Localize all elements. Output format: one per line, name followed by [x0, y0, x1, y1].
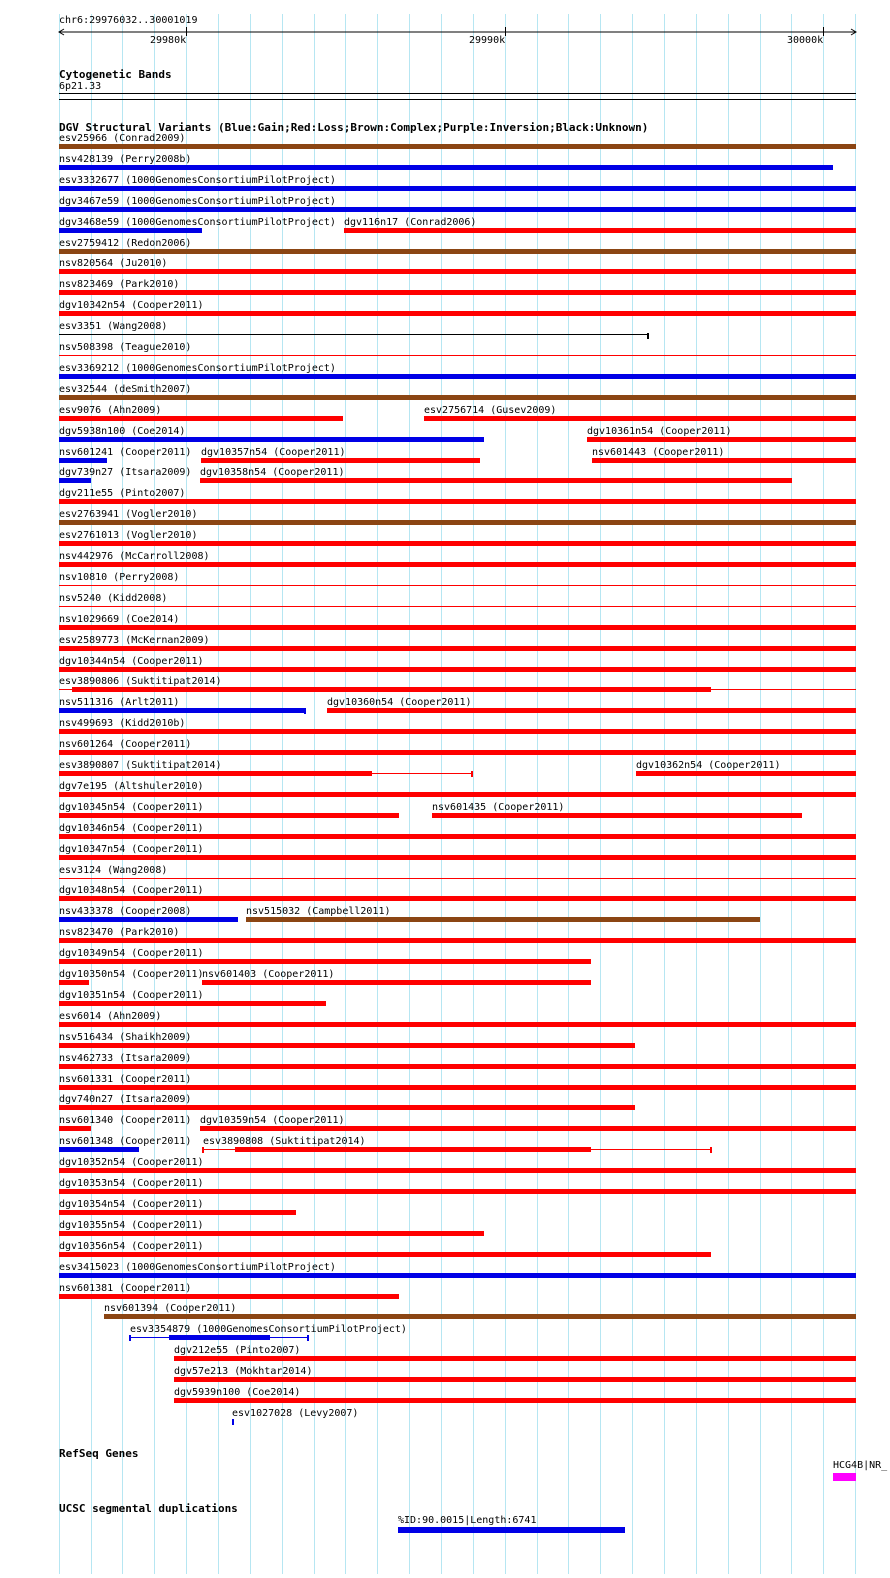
- variant-bar[interactable]: [59, 269, 856, 274]
- variant-bar[interactable]: [59, 1168, 856, 1173]
- variant-bar[interactable]: [59, 1126, 91, 1131]
- variant-label[interactable]: dgv10352n54 (Cooper2011): [59, 1157, 204, 1168]
- variant-label[interactable]: dgv10350n54 (Cooper2011): [59, 969, 204, 980]
- variant-line[interactable]: [59, 355, 856, 356]
- variant-label[interactable]: nsv601443 (Cooper2011): [592, 447, 725, 458]
- variant-bar[interactable]: [59, 813, 399, 818]
- variant-bar[interactable]: [104, 1314, 856, 1319]
- variant-bar[interactable]: [59, 1064, 856, 1069]
- variant-label[interactable]: esv3369212 (1000GenomesConsortiumPilotProject): [59, 363, 336, 374]
- ruler-tick-label: 29980k: [150, 35, 187, 46]
- variant-bar[interactable]: [59, 1043, 635, 1048]
- variant-end-cap: [647, 333, 649, 339]
- variant-label[interactable]: dgv10345n54 (Cooper2011): [59, 802, 204, 813]
- variant-label[interactable]: esv25966 (Conrad2009): [59, 133, 186, 144]
- refseq-gene-label[interactable]: HCG4B|NR_: [833, 1460, 888, 1471]
- variant-bar[interactable]: [59, 499, 856, 504]
- variant-label[interactable]: nsv511316 (Arlt2011): [59, 697, 180, 708]
- variant-label[interactable]: dgv10346n54 (Cooper2011): [59, 823, 204, 834]
- variant-label[interactable]: dgv5939n100 (Coe2014): [174, 1387, 301, 1398]
- variant-label[interactable]: esv2589773 (McKernan2009): [59, 635, 210, 646]
- variant-label[interactable]: dgv57e213 (Mokhtar2014): [174, 1366, 313, 1377]
- variant-line[interactable]: [59, 878, 856, 879]
- variant-label[interactable]: dgv10348n54 (Cooper2011): [59, 885, 204, 896]
- ruler-tick: [823, 27, 824, 36]
- variant-end-cap: [471, 771, 473, 777]
- variant-label[interactable]: dgv10356n54 (Cooper2011): [59, 1241, 204, 1252]
- ruler-tick: [505, 27, 506, 36]
- variant-bar[interactable]: [169, 1335, 270, 1340]
- variant-label[interactable]: dgv10360n54 (Cooper2011): [327, 697, 472, 708]
- variant-bar[interactable]: [59, 834, 856, 839]
- segdup-feature-label[interactable]: %ID:90.0015|Length:6741: [398, 1515, 537, 1526]
- variant-bar[interactable]: [59, 646, 856, 651]
- variant-label[interactable]: dgv10359n54 (Cooper2011): [200, 1115, 345, 1126]
- variant-end-cap: [129, 1335, 131, 1341]
- variant-label[interactable]: nsv433378 (Cooper2008): [59, 906, 192, 917]
- variant-label[interactable]: dgv211e55 (Pinto2007): [59, 488, 186, 499]
- variant-label[interactable]: esv2763941 (Vogler2010): [59, 509, 198, 520]
- variant-label[interactable]: nsv601381 (Cooper2011): [59, 1283, 192, 1294]
- variant-bar[interactable]: [72, 687, 711, 692]
- variant-bar[interactable]: [59, 917, 238, 922]
- variant-bar[interactable]: [200, 478, 792, 483]
- variant-bar[interactable]: [59, 959, 591, 964]
- variant-label[interactable]: dgv10349n54 (Cooper2011): [59, 948, 204, 959]
- variant-label[interactable]: nsv462733 (Itsara2009): [59, 1053, 192, 1064]
- variant-label[interactable]: esv3890806 (Suktitipat2014): [59, 676, 222, 687]
- variant-label[interactable]: esv3890807 (Suktitipat2014): [59, 760, 222, 771]
- variant-line[interactable]: [59, 585, 856, 586]
- variant-bar[interactable]: [232, 1419, 234, 1425]
- variant-bar[interactable]: [174, 1377, 856, 1382]
- segdup-track-title: UCSC segmental duplications: [59, 1502, 238, 1515]
- variant-label[interactable]: nsv516434 (Shaikh2009): [59, 1032, 192, 1043]
- variant-bar[interactable]: [59, 1210, 296, 1215]
- variant-label[interactable]: nsv499693 (Kidd2010b): [59, 718, 186, 729]
- variant-label[interactable]: esv3124 (Wang2008): [59, 865, 168, 876]
- refseq-track-title: RefSeq Genes: [59, 1447, 139, 1460]
- variant-label[interactable]: dgv10357n54 (Cooper2011): [201, 447, 346, 458]
- variant-label[interactable]: esv32544 (deSmith2007): [59, 384, 192, 395]
- variant-bar[interactable]: [59, 667, 856, 672]
- variant-bar[interactable]: [59, 771, 372, 776]
- variant-bar[interactable]: [59, 186, 856, 191]
- ruler-tick-label: 29990k: [469, 35, 506, 46]
- variant-label[interactable]: dgv116n17 (Conrad2006): [344, 217, 477, 228]
- variant-end-cap: [307, 1335, 309, 1341]
- variant-bar[interactable]: [59, 1273, 856, 1278]
- variant-label[interactable]: dgv10342n54 (Cooper2011): [59, 300, 204, 311]
- variant-bar[interactable]: [59, 416, 343, 421]
- variant-label[interactable]: esv6014 (Ahn2009): [59, 1011, 162, 1022]
- variant-bar[interactable]: [59, 896, 856, 901]
- variant-label[interactable]: esv3351 (Wang2008): [59, 321, 168, 332]
- variant-label[interactable]: nsv515032 (Campbell2011): [246, 906, 391, 917]
- variant-label[interactable]: nsv601394 (Cooper2011): [104, 1303, 237, 1314]
- cytoband-line-top: [59, 93, 856, 94]
- variant-label[interactable]: nsv601331 (Cooper2011): [59, 1074, 192, 1085]
- variant-label[interactable]: esv3354879 (1000GenomesConsortiumPilotProject): [130, 1324, 407, 1335]
- variant-label[interactable]: esv2761013 (Vogler2010): [59, 530, 198, 541]
- variant-bar[interactable]: [200, 1126, 856, 1131]
- variant-label[interactable]: dgv10355n54 (Cooper2011): [59, 1220, 204, 1231]
- cytoband-title: Cytogenetic Bands: [59, 68, 172, 81]
- variant-bar[interactable]: [59, 708, 305, 713]
- variant-label[interactable]: nsv601403 (Cooper2011): [202, 969, 335, 980]
- variant-bar[interactable]: [59, 207, 856, 212]
- variant-bar[interactable]: [201, 458, 480, 463]
- variant-bar[interactable]: [432, 813, 802, 818]
- variant-label[interactable]: esv3890808 (Suktitipat2014): [203, 1136, 366, 1147]
- variant-bar[interactable]: [59, 1189, 856, 1194]
- variant-label[interactable]: esv2756714 (Gusev2009): [424, 405, 557, 416]
- variant-bar[interactable]: [59, 1001, 326, 1006]
- variant-bar[interactable]: [59, 562, 856, 567]
- ruler-tick: [186, 27, 187, 36]
- variant-label[interactable]: nsv601435 (Cooper2011): [432, 802, 565, 813]
- variant-bar[interactable]: [592, 458, 856, 463]
- variant-label[interactable]: nsv601348 (Cooper2011): [59, 1136, 192, 1147]
- variant-label[interactable]: dgv10353n54 (Cooper2011): [59, 1178, 204, 1189]
- variant-label[interactable]: nsv820564 (Ju2010): [59, 258, 168, 269]
- variant-label[interactable]: nsv5240 (Kidd2008): [59, 593, 168, 604]
- variant-line[interactable]: [59, 334, 648, 335]
- variant-bar[interactable]: [59, 395, 856, 400]
- variant-bar[interactable]: [587, 437, 856, 442]
- variant-label[interactable]: dgv3468e59 (1000GenomesConsortiumPilotProject): [59, 217, 336, 228]
- variant-bar[interactable]: [202, 980, 591, 985]
- variant-label[interactable]: dgv739n27 (Itsara2009): [59, 467, 192, 478]
- variant-bar[interactable]: [59, 1252, 711, 1257]
- variant-bar[interactable]: [174, 1356, 856, 1361]
- variant-end-cap: [304, 708, 306, 714]
- variant-label[interactable]: esv3415023 (1000GenomesConsortiumPilotProject): [59, 1262, 336, 1273]
- variant-label[interactable]: dgv10354n54 (Cooper2011): [59, 1199, 204, 1210]
- dgv-track-title: DGV Structural Variants (Blue:Gain;Red:Loss;Brown:Complex;Purple:Inversion;Black:Unknown): [59, 121, 649, 134]
- variant-bar[interactable]: [59, 1231, 484, 1236]
- variant-bar[interactable]: [59, 855, 856, 860]
- ruler-range-label: chr6:29976032..30001019: [59, 15, 198, 26]
- variant-label[interactable]: dgv10361n54 (Cooper2011): [587, 426, 732, 437]
- variant-label[interactable]: esv1027028 (Levy2007): [232, 1408, 359, 1419]
- variant-label[interactable]: dgv10347n54 (Cooper2011): [59, 844, 204, 855]
- variant-label[interactable]: nsv508398 (Teague2010): [59, 342, 192, 353]
- variant-bar[interactable]: [59, 290, 856, 295]
- variant-label[interactable]: dgv10344n54 (Cooper2011): [59, 656, 204, 667]
- variant-bar[interactable]: [59, 792, 856, 797]
- variant-bar[interactable]: [59, 980, 89, 985]
- variant-bar[interactable]: [59, 249, 856, 254]
- variant-line[interactable]: [59, 606, 856, 607]
- variant-line[interactable]: [372, 773, 472, 774]
- variant-bar[interactable]: [59, 458, 107, 463]
- variant-label[interactable]: nsv428139 (Perry2008b): [59, 154, 192, 165]
- variant-bar[interactable]: [59, 520, 856, 525]
- variant-label[interactable]: nsv1029669 (Coe2014): [59, 614, 180, 625]
- variant-bar[interactable]: [59, 1022, 856, 1027]
- variant-end-cap: [710, 1147, 712, 1153]
- variant-label[interactable]: nsv442976 (McCarroll2008): [59, 551, 210, 562]
- variant-end-cap: [202, 1147, 204, 1153]
- variant-label[interactable]: esv3332677 (1000GenomesConsortiumPilotProject): [59, 175, 336, 186]
- variant-bar[interactable]: [59, 144, 856, 149]
- variant-label[interactable]: nsv823470 (Park2010): [59, 927, 180, 938]
- variant-bar[interactable]: [327, 708, 856, 713]
- variant-label[interactable]: dgv3467e59 (1000GenomesConsortiumPilotProject): [59, 196, 336, 207]
- variant-bar[interactable]: [59, 541, 856, 546]
- variant-label[interactable]: dgv10362n54 (Cooper2011): [636, 760, 781, 771]
- variant-bar[interactable]: [59, 750, 856, 755]
- variant-bar[interactable]: [59, 1294, 399, 1299]
- variant-bar[interactable]: [59, 437, 484, 442]
- variant-label[interactable]: dgv740n27 (Itsara2009): [59, 1094, 192, 1105]
- variant-label[interactable]: dgv212e55 (Pinto2007): [174, 1345, 301, 1356]
- variant-bar[interactable]: [174, 1398, 856, 1403]
- variant-bar[interactable]: [59, 1147, 139, 1152]
- cytoband-label: 6p21.33: [59, 81, 102, 92]
- variant-bar[interactable]: [59, 165, 833, 170]
- cytoband-line-bottom: [59, 99, 856, 100]
- variant-label[interactable]: nsv823469 (Park2010): [59, 279, 180, 290]
- variant-bar[interactable]: [235, 1147, 591, 1152]
- variant-label[interactable]: dgv7e195 (Altshuler2010): [59, 781, 204, 792]
- variant-label[interactable]: dgv5938n100 (Coe2014): [59, 426, 186, 437]
- variant-bar[interactable]: [59, 729, 856, 734]
- variant-bar[interactable]: [344, 228, 856, 233]
- variant-label[interactable]: esv9076 (Ahn2009): [59, 405, 162, 416]
- variant-label[interactable]: nsv601340 (Cooper2011): [59, 1115, 192, 1126]
- variant-bar[interactable]: [59, 374, 856, 379]
- variant-label[interactable]: dgv10351n54 (Cooper2011): [59, 990, 204, 1001]
- variant-bar[interactable]: [59, 1105, 635, 1110]
- variant-bar[interactable]: [59, 311, 856, 316]
- variant-bar[interactable]: [424, 416, 856, 421]
- variant-label[interactable]: nsv601264 (Cooper2011): [59, 739, 192, 750]
- variant-bar[interactable]: [246, 917, 760, 922]
- variant-label[interactable]: nsv601241 (Cooper2011): [59, 447, 192, 458]
- variant-label[interactable]: dgv10358n54 (Cooper2011): [200, 467, 345, 478]
- segdup-feature[interactable]: [398, 1527, 625, 1533]
- variant-bar[interactable]: [59, 1085, 856, 1090]
- variant-label[interactable]: esv2759412 (Redon2006): [59, 238, 192, 249]
- variant-bar[interactable]: [636, 771, 856, 776]
- variant-bar[interactable]: [59, 478, 91, 483]
- variant-bar[interactable]: [59, 228, 202, 233]
- variant-bar[interactable]: [59, 625, 856, 630]
- refseq-gene-feature[interactable]: [833, 1473, 856, 1481]
- variant-label[interactable]: nsv10810 (Perry2008): [59, 572, 180, 583]
- variant-bar[interactable]: [59, 938, 856, 943]
- ruler-tick-label: 30000k: [787, 35, 824, 46]
